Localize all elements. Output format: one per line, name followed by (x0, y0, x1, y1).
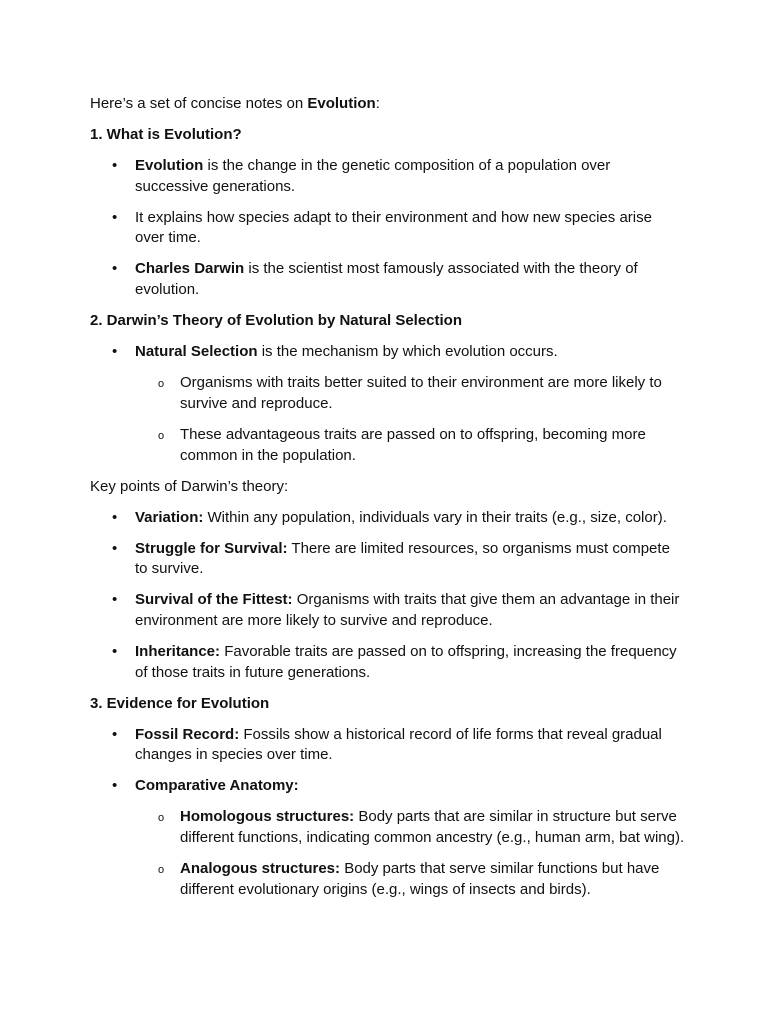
list-item: • Charles Darwin is the scientist most famously associated with the theory of evolution. (112, 260, 638, 299)
list-item: • Natural Selection is the mechanism by which evolution occurs. (90, 342, 685, 363)
sub-bullet-marker: o (158, 864, 165, 877)
section-1-heading: 1. What is Evolution? (90, 126, 242, 143)
bullet-marker: • (112, 157, 118, 174)
list-item: • Comparative Anatomy: (90, 776, 685, 797)
sub-bullet-marker: o (158, 429, 165, 442)
key-points-list (90, 508, 685, 684)
bullet-marker: • (112, 591, 118, 609)
bullet-marker: • (112, 260, 118, 278)
section-1-list (90, 156, 685, 301)
sub-list-item: o Analogous structures: Body parts that serve similar functions but have different evolutionary origins (e.g., wings of insects and birds). (158, 860, 660, 898)
bullet-marker: • (112, 508, 118, 526)
key-points-label: Key points of Darwin’s theory: (90, 477, 289, 495)
sub-bullet-marker: o (158, 378, 165, 391)
list-item: • Variation: Within any population, individuals vary in their traits (e.g., size, color). (90, 508, 685, 529)
sub-list-item: o Organisms with traits better suited to their environment are more likely to survive and reproduce. (158, 374, 662, 412)
list-item: • Inheritance: Favorable traits are passed on to offspring, increasing the frequency of those traits in future generations. (112, 642, 677, 681)
list-item: • Evolution is the change in the genetic composition of a population over successive generations. (112, 157, 611, 195)
list-item: • Survival of the Fittest: Organisms with traits that give them an advantage in their environment are more likely to survive and reproduce. (112, 591, 680, 629)
section-3-sublist (90, 807, 685, 900)
bullet-marker: • (112, 343, 118, 361)
sub-bullet-marker: o (158, 812, 165, 825)
section-2-list (90, 342, 685, 363)
bullet-marker: • (112, 539, 118, 557)
bullet-marker: • (112, 642, 118, 660)
bullet-marker: • (112, 777, 118, 795)
section-2-heading: 2. Darwin’s Theory of Evolution by Natural Selection (90, 312, 463, 330)
intro-paragraph: Here’s a set of concise notes on Evolution: (90, 95, 380, 112)
sub-list-item: o Homologous structures: Body parts that are similar in structure but serve different functions, indicating common ancestry (e.g., human arm, bat wing). (158, 808, 685, 847)
section-3-heading: 3. Evidence for Evolution (90, 694, 270, 712)
section-3-list (90, 725, 685, 797)
list-item: • Struggle for Survival: There are limited resources, so organisms must compete to survive. (112, 539, 670, 578)
sub-list-item: o These advantageous traits are passed on to offspring, becoming more common in the population. (158, 425, 646, 464)
bullet-marker: • (112, 725, 118, 743)
list-item: • Fossil Record: Fossils show a historical record of life forms that reveal gradual changes in species over time. (112, 725, 662, 764)
document-page (90, 94, 685, 911)
list-item: • It explains how species adapt to their environment and how new species arise over time. (112, 208, 652, 247)
bullet-marker: • (112, 208, 118, 226)
section-2-sublist (90, 373, 685, 466)
